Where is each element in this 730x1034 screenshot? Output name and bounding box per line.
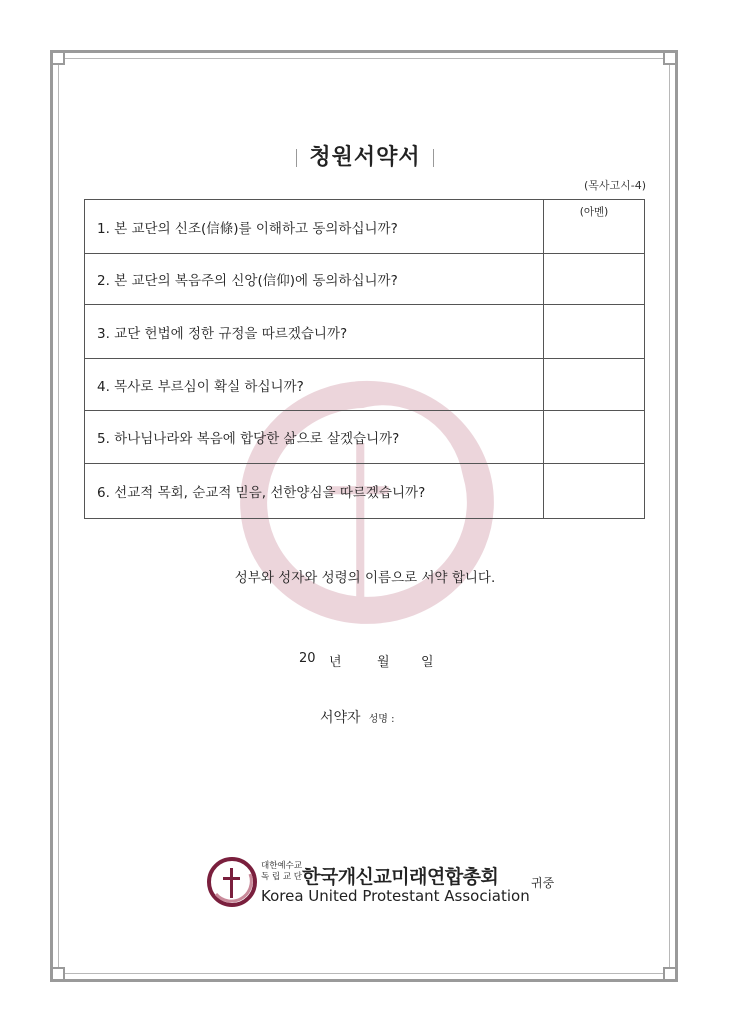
org-denomination: 대한예수교 독 립 교 단 — [261, 861, 303, 882]
date-year-label: 년 — [329, 655, 342, 670]
question-cell: 2. 본 교단의 복음주의 신앙(信仰)에 동의하십니까? — [85, 254, 544, 305]
border-corner-ornament — [663, 967, 677, 981]
signer-label: 서약자 — [320, 710, 361, 726]
org-name-english: Korea United Protestant Association — [261, 887, 530, 905]
answer-cell[interactable] — [544, 411, 645, 464]
border-corner-ornament — [663, 51, 677, 65]
date-day-label: 일 — [421, 655, 434, 670]
answer-cell[interactable] — [544, 254, 645, 305]
date-year-prefix: 20 — [299, 651, 316, 666]
name-label: 성명 : — [368, 714, 395, 725]
table-row — [85, 254, 645, 305]
org-logo-icon — [206, 856, 258, 908]
question-cell: 5. 하나님나라와 복음에 합당한 삶으로 살겠습니까? — [85, 411, 544, 464]
question-cell: 4. 목사로 부르심이 확실 하십니까? — [85, 359, 544, 411]
border-corner-ornament — [51, 967, 65, 981]
oath-statement: 성부와 성자와 성령의 이름으로 서약 합니다. — [234, 570, 496, 586]
table-row — [85, 305, 645, 359]
amen-header: (아멘) — [579, 206, 609, 218]
answer-cell[interactable] — [544, 359, 645, 411]
answer-cell[interactable] — [544, 200, 645, 254]
answer-cell[interactable] — [544, 464, 645, 519]
org-name-korean: 한국개신교미래연합총회 — [302, 866, 499, 888]
answer-cell[interactable] — [544, 305, 645, 359]
table-row — [85, 200, 645, 254]
table-row — [85, 359, 645, 411]
question-cell: 3. 교단 헌법에 정한 규정을 따르겠습니까? — [85, 305, 544, 359]
question-cell: 6. 선교적 목회, 순교적 믿음, 선한양심을 따르겠습니까? — [85, 464, 544, 519]
table-row — [85, 464, 645, 519]
table-row — [85, 411, 645, 464]
border-corner-ornament — [51, 51, 65, 65]
signer-line — [320, 707, 394, 727]
date-month-label: 월 — [377, 655, 390, 670]
page-title: 청원서약서 — [0, 140, 730, 171]
document-number: (목사고시-4) — [583, 179, 646, 192]
pledge-table — [84, 199, 645, 519]
addressee-label: 귀중 — [531, 876, 555, 890]
question-cell: 1. 본 교단의 신조(信條)를 이해하고 동의하십니까? — [85, 200, 544, 254]
